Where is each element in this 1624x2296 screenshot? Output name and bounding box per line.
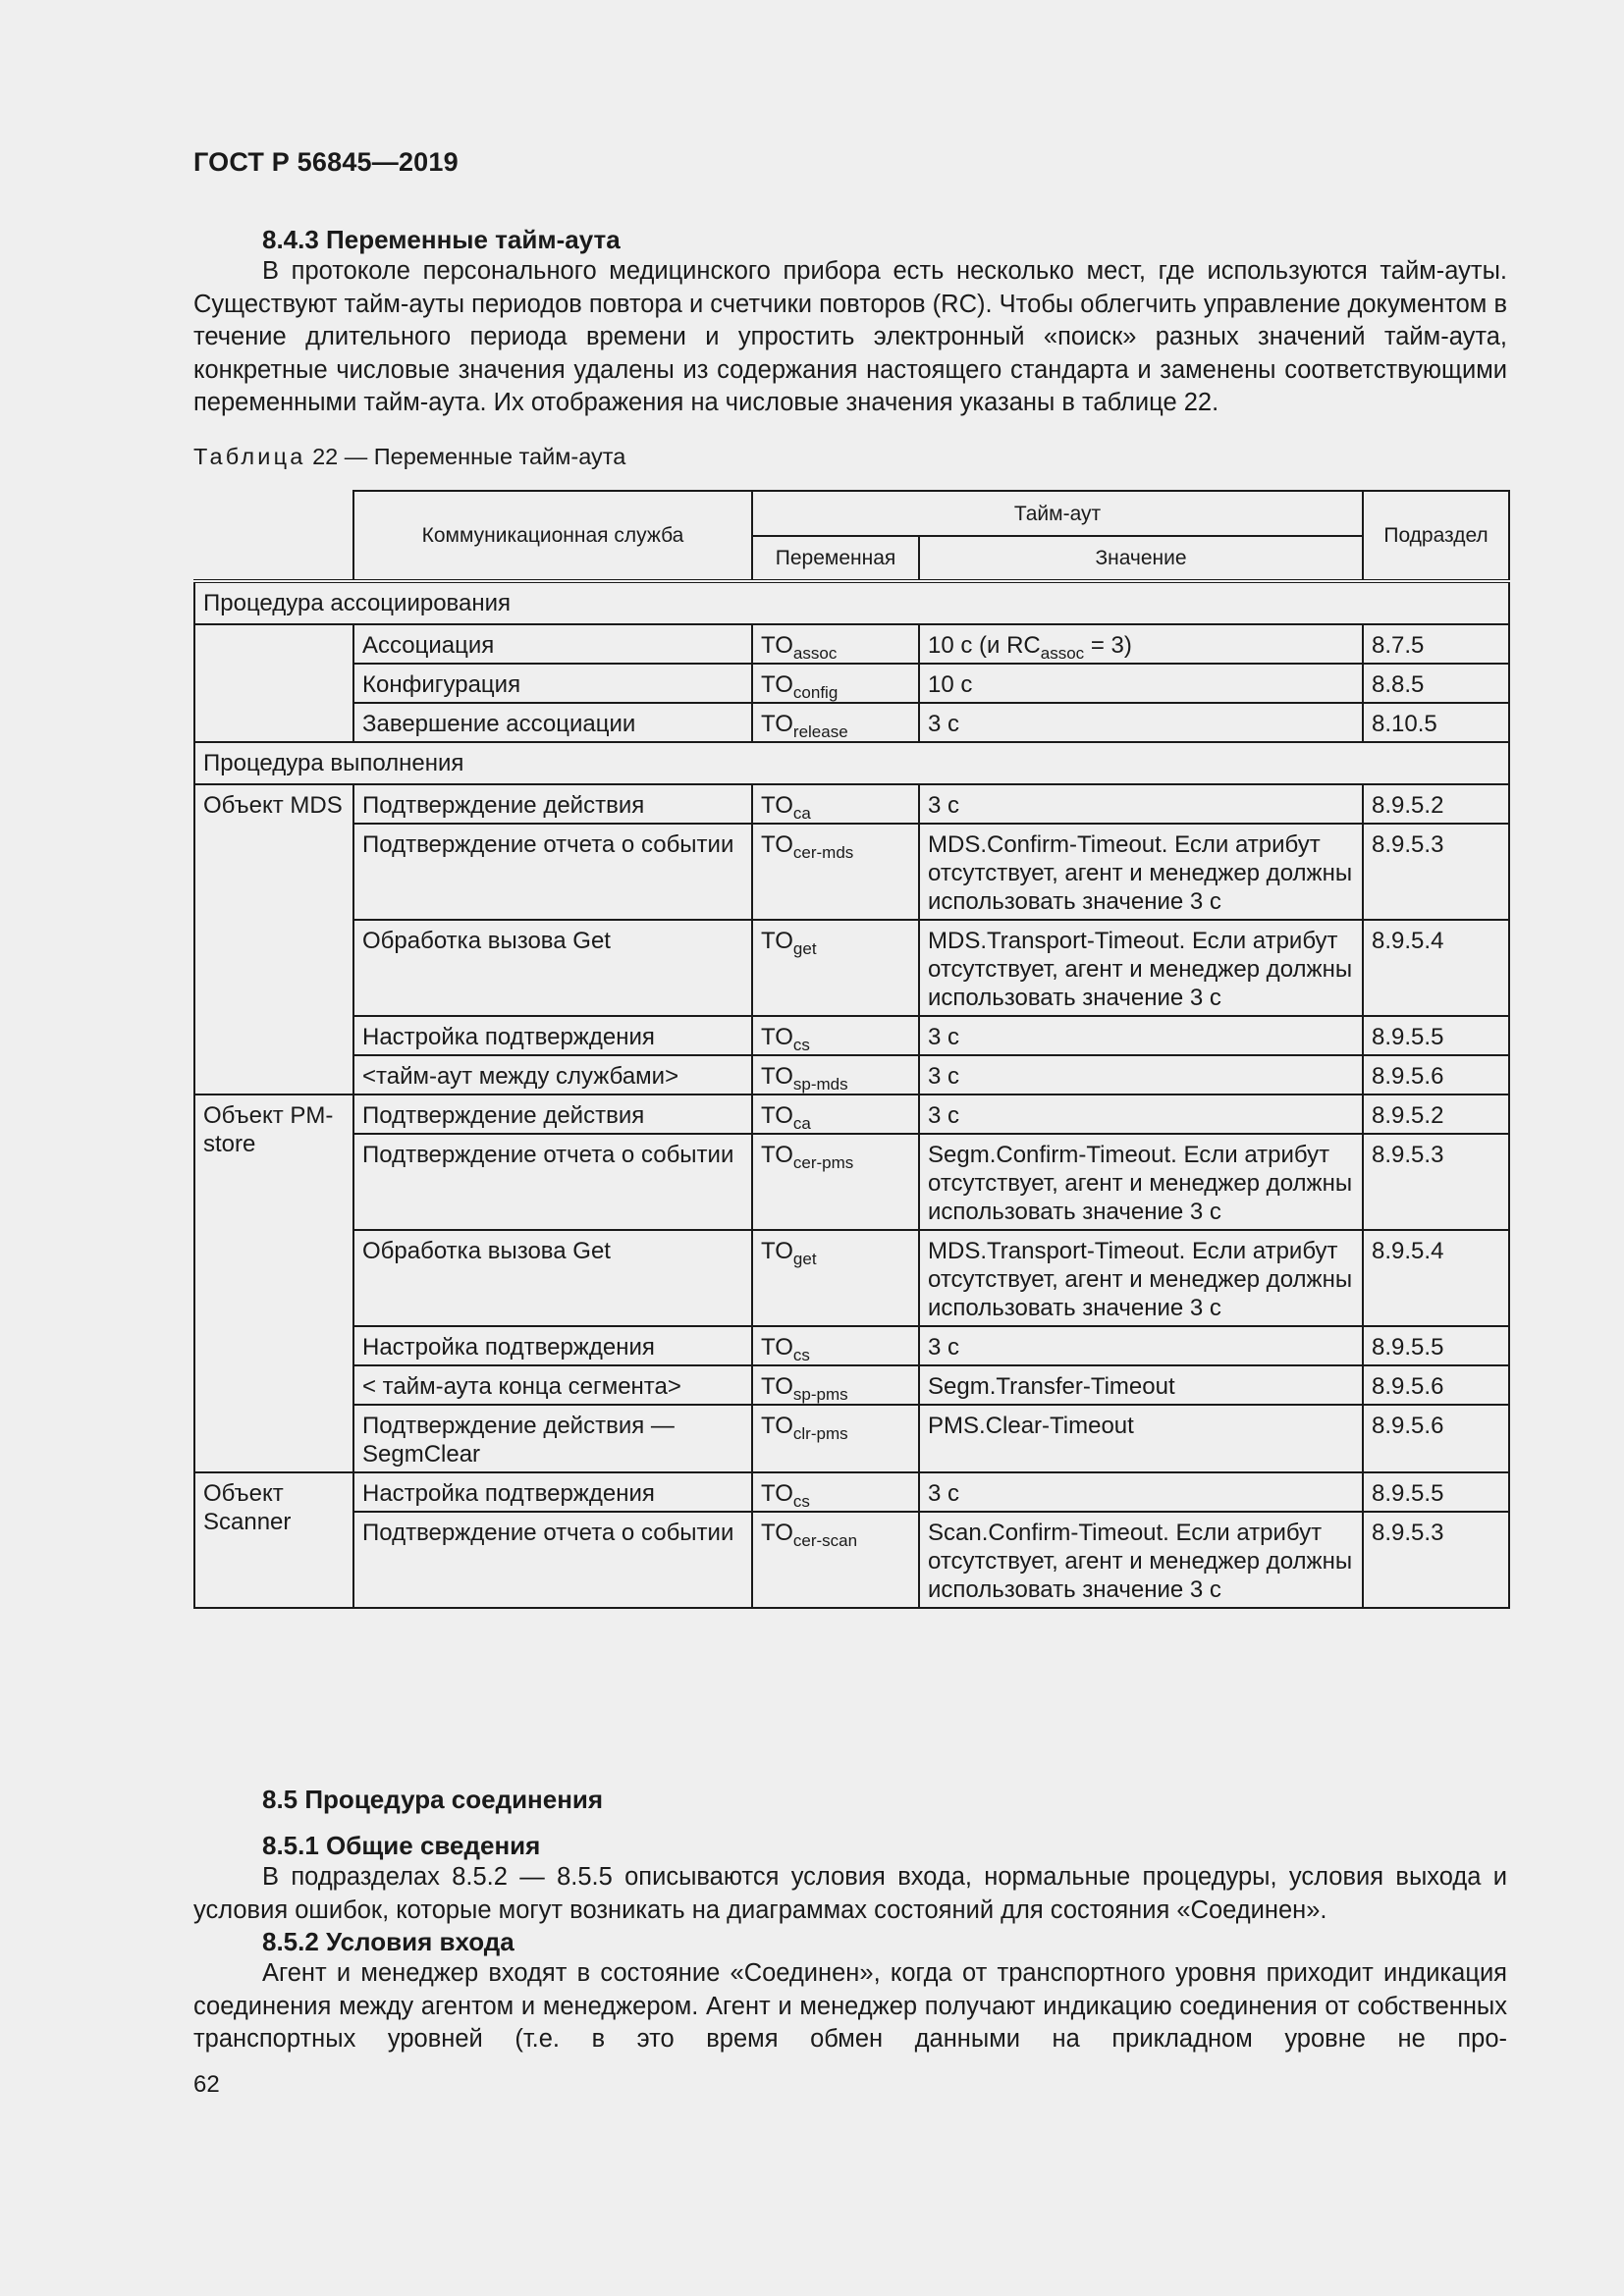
variable-cell: $TO_{cs}$ (752, 1472, 919, 1512)
table-caption-prefix: Таблица (193, 444, 306, 469)
value-cell: Segm.Confirm-Timeout. Если атрибут отсутствует, агент и менеджер должны использовать значение 3 с (919, 1134, 1363, 1230)
table-row (194, 920, 1509, 1016)
service-cell: Ассоциация (353, 624, 752, 664)
table-row (194, 1055, 1509, 1095)
table-row (194, 1365, 1509, 1405)
variable-cell: $TO_{release}$ (752, 703, 919, 742)
value-cell: 10 с (и $RC_{assoc} = 3$) (919, 624, 1363, 664)
group-label-mds: Объект MDS (194, 784, 353, 1095)
value-cell: 3 с (919, 1016, 1363, 1055)
service-cell: Настройка подтверждения (353, 1016, 752, 1055)
table-row (194, 1134, 1509, 1230)
document-id: ГОСТ Р 56845—2019 (193, 147, 459, 177)
subsection-cell: 8.9.5.3 (1363, 824, 1509, 920)
variable-cell: $TO_{clr-pms}$ (752, 1405, 919, 1472)
table-row (194, 664, 1509, 703)
variable-cell: $TO_{cer-mds}$ (752, 824, 919, 920)
value-cell: MDS.Transport-Timeout. Если атрибут отсутствует, агент и менеджер должны использовать значение 3 с (919, 920, 1363, 1016)
subsection-cell: 8.10.5 (1363, 703, 1509, 742)
variable-cell: $TO_{sp-pms}$ (752, 1365, 919, 1405)
value-cell: Segm.Transfer-Timeout (919, 1365, 1363, 1405)
value-cell: MDS.Transport-Timeout. Если атрибут отсутствует, агент и менеджер должны использовать значение 3 с (919, 1230, 1363, 1326)
subsection-cell: 8.9.5.6 (1363, 1405, 1509, 1472)
group-label-pm-store: Объект PM-store (194, 1095, 353, 1472)
table-row (194, 624, 1509, 664)
group-empty-cell (194, 624, 353, 742)
subsection-cell: 8.9.5.3 (1363, 1134, 1509, 1230)
variable-cell: $TO_{get}$ (752, 920, 919, 1016)
subsection-paragraph: В подразделах 8.5.2 — 8.5.5 описываются условия входа, нормальные процедуры, условия выхода и условия ошибок, которые могут возникать на диаграммах состояний для состояния «Соединен». (193, 1863, 1507, 1924)
subsection-cell: 8.9.5.5 (1363, 1326, 1509, 1365)
header-value: Значение (919, 536, 1363, 581)
variable-cell: $TO_{assoc}$ (752, 624, 919, 664)
service-cell: Подтверждение действия (353, 1095, 752, 1134)
table-row (194, 1512, 1509, 1608)
value-cell: 10 с (919, 664, 1363, 703)
table-caption-title: 22 — Переменные тайм-аута (305, 444, 626, 469)
subsection-cell: 8.8.5 (1363, 664, 1509, 703)
subsection-cell: 8.9.5.5 (1363, 1472, 1509, 1512)
subsection-cell: 8.9.5.2 (1363, 784, 1509, 824)
section-paragraph: В протоколе персонального медицинского прибора есть несколько мест, где используются тайм-ауты. Существуют тайм-ауты периодов повтора и счетчики повторов (RC). Чтобы облегчить управление документом в течение длительного периода времени и упростить электронный «поиск» разных значений тайм-аута, конкретные числовые значения удалены из содержания настоящего стандарта и заменены соответствующими переменными тайм-аута. Их отображения на числовые значения указаны в таблице 22. (193, 257, 1507, 416)
header-empty-cell (194, 491, 353, 581)
page-number: 62 (193, 2071, 220, 2098)
subsection-cell: 8.9.5.5 (1363, 1016, 1509, 1055)
section-label: Процедура ассоциирования (194, 581, 1509, 624)
variable-cell: $TO_{ca}$ (752, 1095, 919, 1134)
table-row (194, 1095, 1509, 1134)
subsection-cell: 8.9.5.4 (1363, 920, 1509, 1016)
header-timeout: Тайм-аут (752, 491, 1363, 536)
service-cell: Подтверждение действия — SegmClear (353, 1405, 752, 1472)
service-cell: Обработка вызова Get (353, 920, 752, 1016)
service-cell: Подтверждение отчета о событии (353, 824, 752, 920)
service-cell: Подтверждение отчета о событии (353, 1512, 752, 1608)
header-subsection: Подраздел (1363, 491, 1509, 581)
timeout-table (193, 490, 1510, 1609)
table-row (194, 824, 1509, 920)
subsection-cell: 8.9.5.2 (1363, 1095, 1509, 1134)
header-service: Коммуникационная служба (353, 491, 752, 581)
value-cell: PMS.Clear-Timeout (919, 1405, 1363, 1472)
table-caption (193, 444, 625, 470)
service-cell: < тайм-аута конца сегмента> (353, 1365, 752, 1405)
subsection-cell: 8.9.5.6 (1363, 1365, 1509, 1405)
subsection-cell: 8.9.5.6 (1363, 1055, 1509, 1095)
service-cell: Подтверждение действия (353, 784, 752, 824)
subsection-cell: 8.9.5.4 (1363, 1230, 1509, 1326)
value-cell: 3 с (919, 1326, 1363, 1365)
variable-cell: $TO_{cs}$ (752, 1326, 919, 1365)
header-variable: Переменная (752, 536, 919, 581)
variable-cell: $TO_{get}$ (752, 1230, 919, 1326)
table-header-row (194, 491, 1509, 536)
value-cell: 3 с (919, 1472, 1363, 1512)
section-8-5 (193, 1785, 1507, 2056)
table-row (194, 1230, 1509, 1326)
variable-cell: $TO_{cer-scan}$ (752, 1512, 919, 1608)
section-label: Процедура выполнения (194, 742, 1509, 784)
service-cell: Настройка подтверждения (353, 1326, 752, 1365)
service-cell: Конфигурация (353, 664, 752, 703)
group-label-scanner: Объект Scanner (194, 1472, 353, 1608)
section-row-association (194, 581, 1509, 624)
variable-cell: $TO_{cs}$ (752, 1016, 919, 1055)
table-row (194, 1472, 1509, 1512)
section-row-execution (194, 742, 1509, 784)
service-cell: Обработка вызова Get (353, 1230, 752, 1326)
table-row (194, 703, 1509, 742)
table-row (194, 1016, 1509, 1055)
table-row (194, 784, 1509, 824)
value-cell: 3 с (919, 1055, 1363, 1095)
value-cell: MDS.Confirm-Timeout. Если атрибут отсутствует, агент и менеджер должны использовать значение 3 с (919, 824, 1363, 920)
section-8-4-3 (193, 225, 1507, 420)
section-heading: 8.4.3 Переменные тайм-аута (262, 225, 621, 254)
service-cell: Настройка подтверждения (353, 1472, 752, 1512)
value-cell: 3 с (919, 784, 1363, 824)
subsection-cell: 8.9.5.3 (1363, 1512, 1509, 1608)
section-heading: 8.5 Процедура соединения (262, 1785, 604, 1814)
variable-cell: $TO_{config}$ (752, 664, 919, 703)
value-cell: 3 с (919, 1095, 1363, 1134)
variable-cell: $TO_{ca}$ (752, 784, 919, 824)
service-cell: <тайм-аут между службами> (353, 1055, 752, 1095)
value-cell: Scan.Confirm-Timeout. Если атрибут отсутствует, агент и менеджер должны использовать значение 3 с (919, 1512, 1363, 1608)
variable-cell: $TO_{sp-mds}$ (752, 1055, 919, 1095)
subsection-cell: 8.7.5 (1363, 624, 1509, 664)
subsection-heading: 8.5.2 Условия входа (262, 1927, 514, 1956)
subsection-heading: 8.5.1 Общие сведения (262, 1831, 541, 1860)
variable-cell: $TO_{cer-pms}$ (752, 1134, 919, 1230)
service-cell: Подтверждение отчета о событии (353, 1134, 752, 1230)
table-row (194, 1405, 1509, 1472)
table-row (194, 1326, 1509, 1365)
value-cell: 3 с (919, 703, 1363, 742)
subsection-paragraph: Агент и менеджер входят в состояние «Соединен», когда от транспортного уровня приходит индикация соединения между агентом и менеджером. Агент и менеджер получают индикацию соединения от собственных транспортных уровней (т.е. в это время обмен данными на прикладном уровне не про- (193, 1959, 1507, 2053)
service-cell: Завершение ассоциации (353, 703, 752, 742)
